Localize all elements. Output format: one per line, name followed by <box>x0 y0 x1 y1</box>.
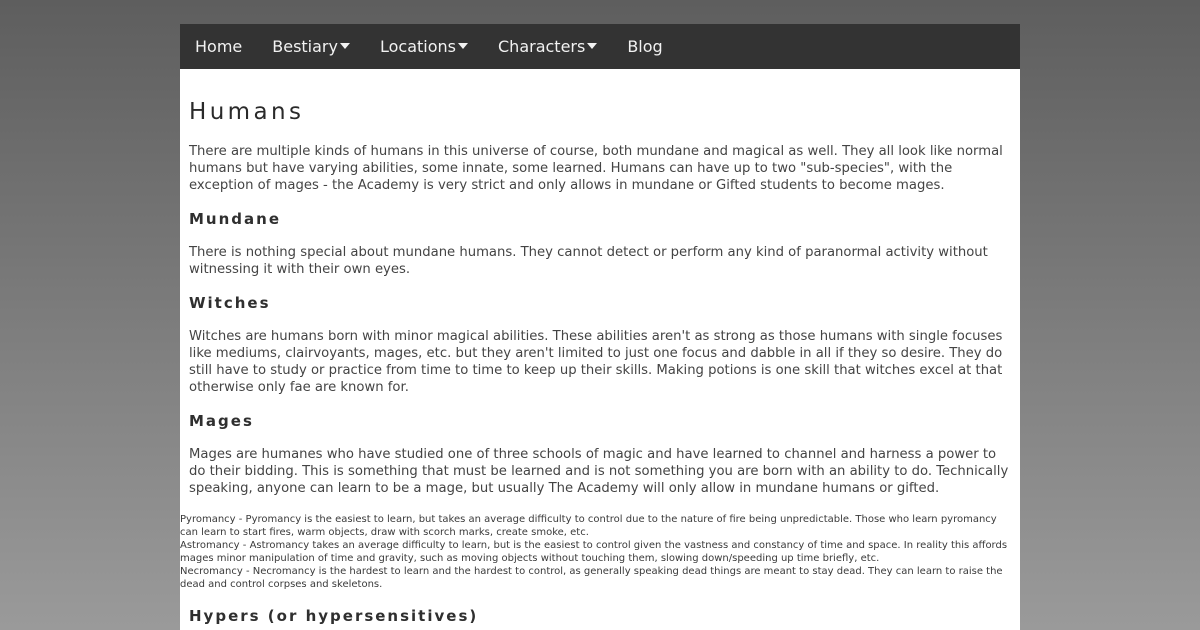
nav-home[interactable] <box>180 24 257 69</box>
witches-paragraph: Witches are humans born with minor magical abilities. These abilities aren't as strong as those humans with single focuses like mediums, clairvoyants, mages, etc. but they aren't limited to just one focus and dabble in all if they so desire. They do still have to study or practice from time to time to keep up their skills. Making potions is one skill that witches excel at that otherwise only fae are known for. <box>189 329 1003 395</box>
caret-down-icon <box>340 43 350 49</box>
magic-schools-list <box>180 513 1011 591</box>
caret-down-icon <box>458 43 468 49</box>
heading-mages: Mages <box>189 412 254 430</box>
mundane-paragraph: There is nothing special about mundane humans. They cannot detect or perform any kind of paranormal activity without witnessing it with their own eyes. <box>189 245 988 277</box>
nav-characters[interactable] <box>483 24 612 69</box>
school-pyromancy: Pyromancy - Pyromancy is the easiest to learn, but takes an average difficulty to control due to the nature of fire being unpredictable. Those who learn pyromancy can learn to start fires, warm objects, draw with scorch marks, create smoke, etc. <box>180 514 997 538</box>
article-content <box>180 99 1020 625</box>
school-astromancy: Astromancy - Astromancy takes an average difficulty to learn, but is the easiest to control given the vastness and constancy of time and space. In reality this affords mages minor manipulation of time and gravity, such as moving objects without touching them, slowing down/speeding up time briefly, etc. <box>180 540 1008 564</box>
nav-home-label: Home <box>195 37 243 56</box>
school-necromancy: Necromancy - Necromancy is the hardest to learn and the hardest to control, as generally speaking dead things are meant to stay dead. They can learn to raise the dead and control corpses and skeletons. <box>180 566 1003 590</box>
heading-mundane: Mundane <box>189 210 281 228</box>
page-title: Humans <box>189 99 305 125</box>
nav-bestiary-label: Bestiary <box>272 37 338 56</box>
mages-paragraph: Mages are humanes who have studied one of three schools of magic and have learned to channel and harness a power to do their bidding. This is something that must be learned and is not something you are born with an ability to do. Technically speaking, anyone can learn to be a mage, but usually The Academy will only allow in mundane humans or gifted. <box>189 447 1009 496</box>
nav-blog-label: Blog <box>627 37 663 56</box>
nav-bestiary[interactable] <box>257 24 365 69</box>
heading-witches: Witches <box>189 294 271 312</box>
heading-hypers: Hypers (or hypersensitives) <box>189 607 479 625</box>
intro-paragraph: There are multiple kinds of humans in this universe of course, both mundane and magical as well. They all look like normal humans but have varying abilities, some innate, some learned. Humans can have up to two "sub-species", with the exception of mages - the Academy is very strict and only allows in mundane or Gifted students to become mages. <box>189 144 1003 193</box>
page-container <box>180 24 1020 630</box>
nav-locations[interactable] <box>365 24 483 69</box>
nav-locations-label: Locations <box>379 37 456 56</box>
nav-blog[interactable] <box>612 24 677 69</box>
caret-down-icon <box>587 43 597 49</box>
top-navbar <box>180 24 1020 69</box>
nav-characters-label: Characters <box>498 37 586 56</box>
